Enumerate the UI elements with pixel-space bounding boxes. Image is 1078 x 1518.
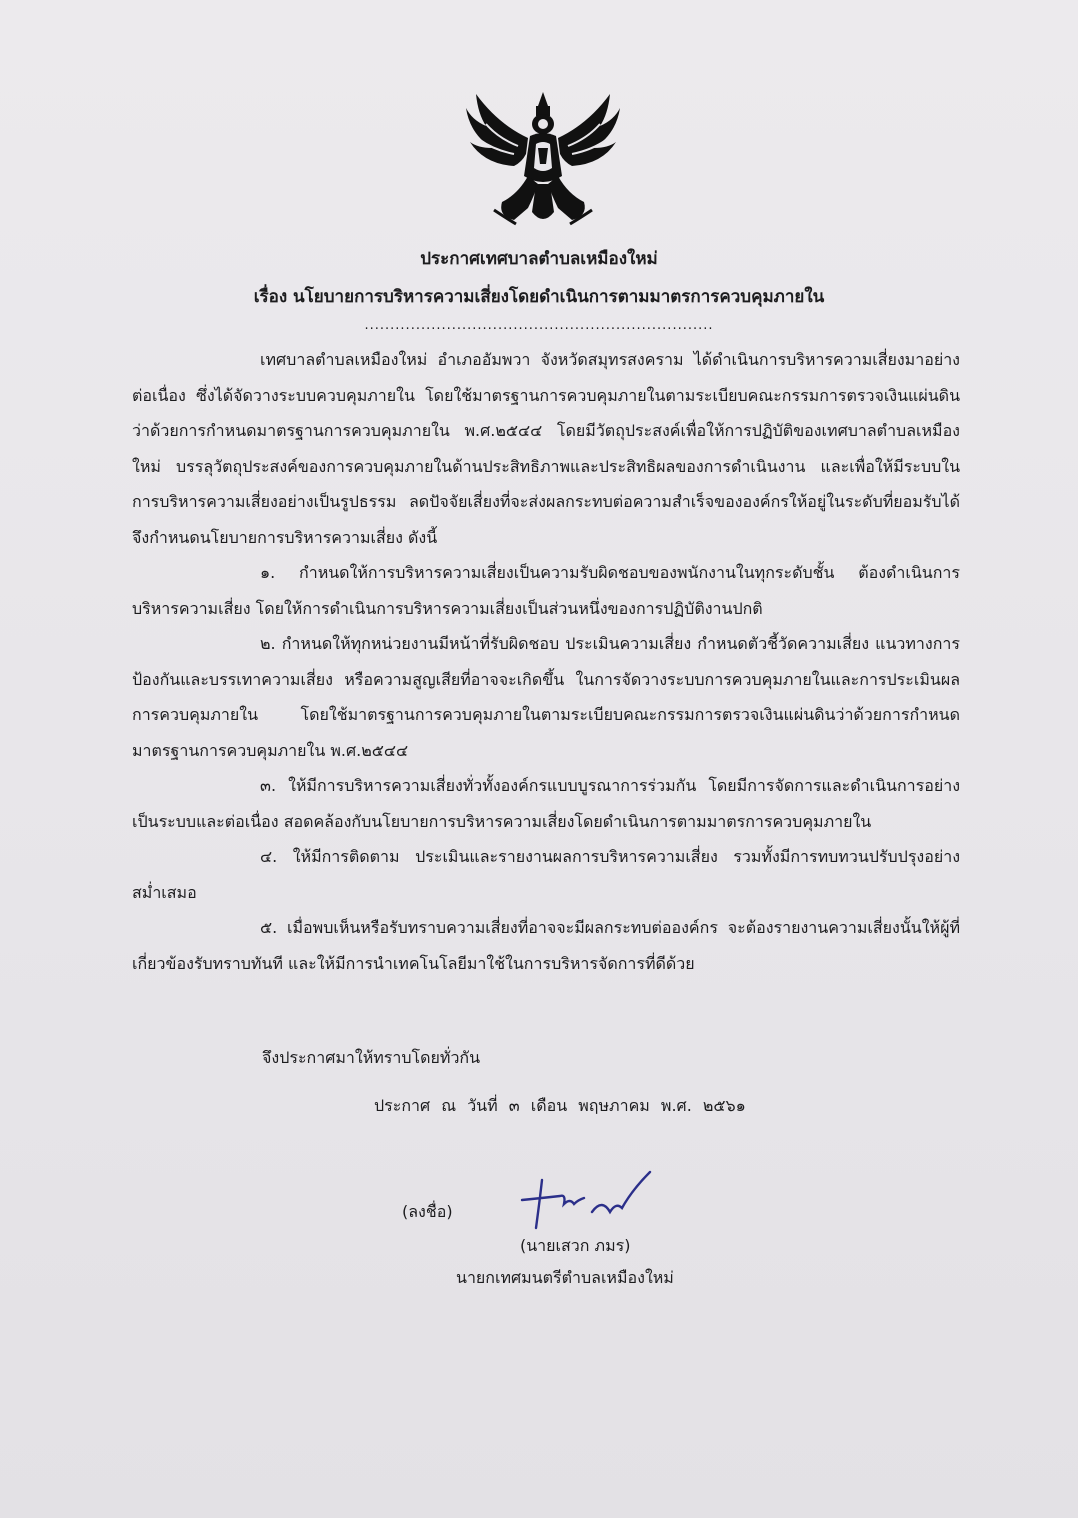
announcement-date: ประกาศ ณ วันที่ ๓ เดือน พฤษภาคม พ.ศ. ๒๕๖๑ — [374, 1096, 746, 1115]
policy-item-3: ๓. ให้มีการบริหารความเสี่ยงทั่วทั้งองค์กรแบบบูรณาการร่วมกัน โดยมีการจัดการและดำเนินการอย่างเป็นระบบและต่อเนื่อง สอดคล้องกับนโยบายการบริหารความเสี่ยงโดยดำเนินการตามมาตรการควบคุมภายใน — [132, 776, 960, 831]
policy-item-1: ๑. กำหนดให้การบริหารความเสี่ยงเป็นความรับผิดชอบของพนักงานในทุกระดับชั้น ต้องดำเนินการบริหารความเสี่ยง โดยให้การดำเนินการบริหารความเสี่ยงเป็นส่วนหนึ่งของการปฏิบัติงานปกติ — [132, 563, 960, 618]
title-separator: .................................................................... — [364, 318, 714, 333]
announcement-subject: เรื่อง นโยบายการบริหารความเสี่ยงโดยดำเนินการตามมาตรการควบคุมภายใน — [253, 287, 825, 307]
handwritten-signature — [512, 1168, 662, 1238]
signature-label: (ลงชื่อ) — [402, 1202, 453, 1221]
signer-position: นายกเทศมนตรีตำบลเหมืองใหม่ — [456, 1268, 674, 1287]
garuda-emblem-icon — [458, 84, 628, 234]
announcement-body — [132, 342, 960, 981]
closing-statement: จึงประกาศมาให้ทราบโดยทั่วกัน — [262, 1048, 481, 1067]
policy-item-4: ๔. ให้มีการติดตาม ประเมินและรายงานผลการบริหารความเสี่ยง รวมทั้งมีการทบทวนปรับปรุงอย่างสม่ำเสมอ — [132, 847, 960, 902]
policy-item-2: ๒. กำหนดให้ทุกหน่วยงานมีหน้าที่รับผิดชอบ ประเมินความเสี่ยง กำหนดตัวชี้วัดความเสี่ยง แนวทางการป้องกันและบรรเทาความเสี่ยง หรือความสูญเสียที่อาจจะเกิดขึ้น ในการจัดวางระบบการควบคุมภายในและการประเมินผลการควบคุมภายใน โดยใช้มาตรฐานการควบคุมภายในตามระเบียบคณะกรรมการตรวจเงินแผ่นดินว่าด้วยการกำหนดมาตรฐานการควบคุมภายใน พ.ศ.๒๕๔๔ — [132, 634, 960, 760]
announcement-title: ประกาศเทศบาลตำบลเหมืองใหม่ — [420, 249, 658, 269]
intro-paragraph: เทศบาลตำบลเหมืองใหม่ อำเภออัมพวา จังหวัดสมุทรสงคราม ได้ดำเนินการบริหารความเสี่ยงมาอย่างต่อเนื่อง ซึ่งได้จัดวางระบบควบคุมภายใน โดยใช้มาตรฐานการควบคุมภายในตามระเบียบคณะกรรมการตรวจเงินแผ่นดินว่าด้วยการกำหนดมาตรฐานการควบคุมภายใน พ.ศ.๒๕๔๔ โดยมีวัตถุประสงค์เพื่อให้การปฏิบัติของเทศบาลตำบลเหมืองใหม่ บรรลุวัตถุประสงค์ของการควบคุมภายในด้านประสิทธิภาพและประสิทธิผลของการดำเนินงาน และเพื่อให้มีระบบในการบริหารความเสี่ยงอย่างเป็นรูปธรรม ลดปัจจัยเสี่ยงที่จะส่งผลกระทบต่อความสำเร็จขององค์กรให้อยู่ในระดับที่ยอมรับได้ จึงกำหนดนโยบายการบริหารความเสี่ยง ดังนี้ — [132, 350, 960, 547]
signer-name: (นายเสวก ภมร) — [520, 1236, 631, 1255]
policy-item-5: ๕. เมื่อพบเห็นหรือรับทราบความเสี่ยงที่อาจจะมีผลกระทบต่อองค์กร จะต้องรายงานความเสี่ยงนั้นให้ผู้ที่เกี่ยวข้องรับทราบทันที และให้มีการนำเทคโนโลยีมาใช้ในการบริหารจัดการที่ดีด้วย — [132, 918, 960, 973]
